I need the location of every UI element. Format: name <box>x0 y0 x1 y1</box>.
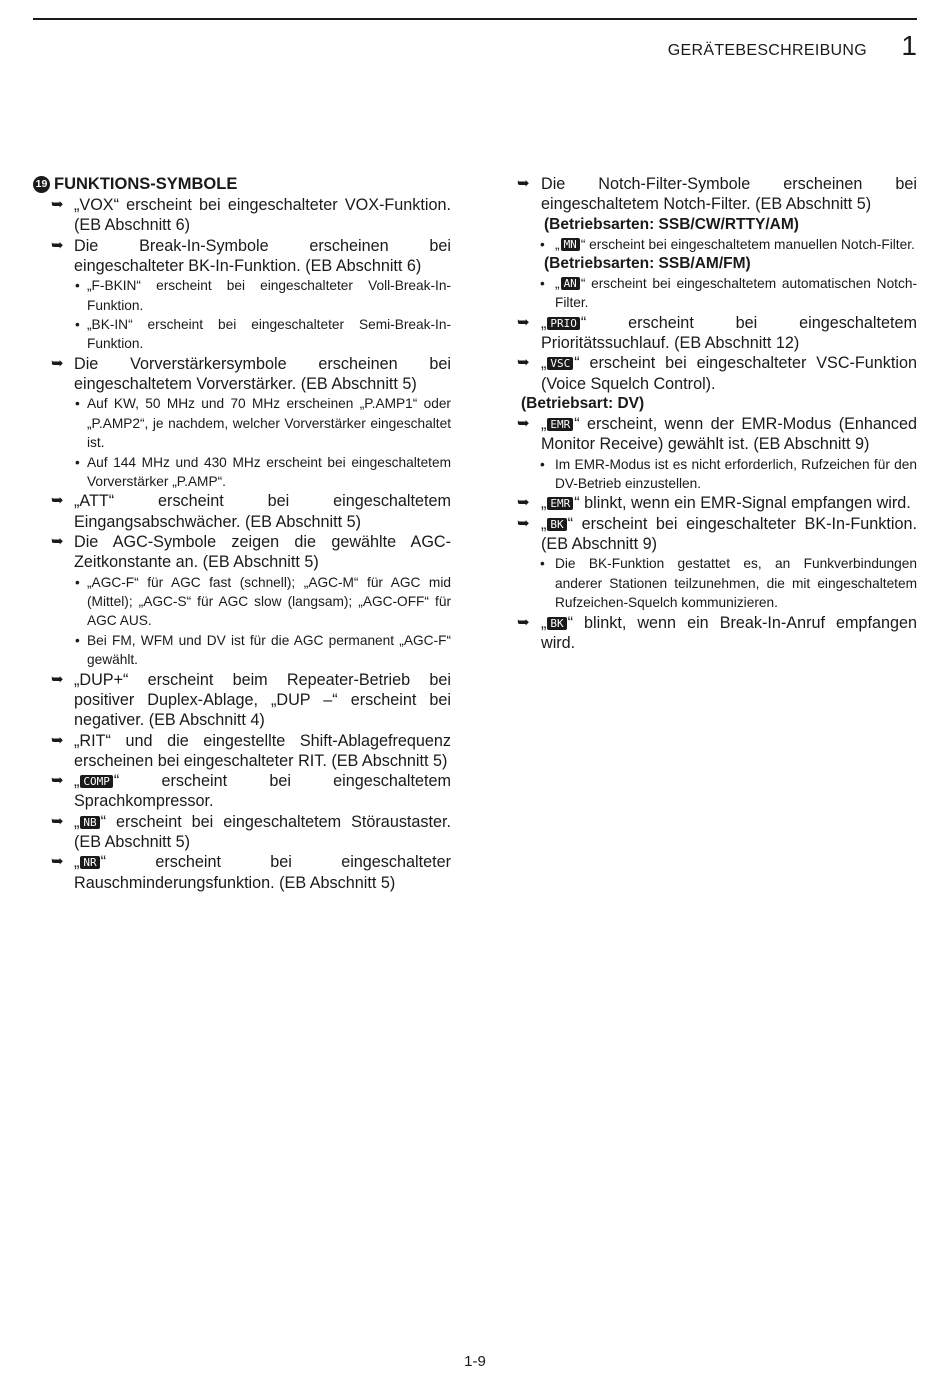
list-item: ➥ „ PRIO “ erscheint bei eingeschaltetem Prioritätssuchlauf. (EB Abschnitt 12) <box>517 313 917 353</box>
arrow-icon: ➥ <box>51 196 64 213</box>
arrow-icon: ➥ <box>517 175 530 192</box>
chapter-number: 1 <box>901 30 917 61</box>
bullet-item: • „ MN “ erscheint bei eingeschaltetem manuellen Notch-Filter. <box>517 235 917 254</box>
vsc-icon: VSC <box>547 357 573 370</box>
list-item: ➥ „ NB “ erscheint bei eingeschaltetem Störaustaster. (EB Abschnitt 5) <box>51 812 451 852</box>
bullet-icon: • <box>75 454 80 470</box>
bullet-item: • „BK-IN“ erscheint bei eingeschalteter Semi-Break-In-Funktion. <box>75 317 451 352</box>
mode-subheading: (Betriebsarten: SSB/CW/RTTY/AM) <box>544 215 799 233</box>
list-item: ➥ „ BK “ blinkt, wenn ein Break-In-Anruf empfangen wird. <box>517 613 917 652</box>
arrow-icon: ➥ <box>517 514 530 532</box>
mode-subheading: (Betriebsarten: SSB/AM/FM) <box>544 255 751 272</box>
bullet-icon: • <box>540 456 545 472</box>
an-icon: AN <box>561 277 580 290</box>
list-item: ➥ „ EMR “ erscheint, wenn der EMR-Modus (Enhanced Monitor Receive) gewählt ist. (EB Abschnitt 9) <box>517 415 917 454</box>
comp-icon: COMP <box>80 775 113 788</box>
arrow-icon: ➥ <box>51 772 64 790</box>
emr-icon: EMR <box>547 497 573 510</box>
bullet-item: • „AGC-F“ für AGC fast (schnell); „AGC-M“ für AGC mid (Mittel); „AGC-S“ für AGC slow (langsam); „AGC-OFF“ für AGC AUS. <box>75 574 451 629</box>
list-item: ➥ Die Break-In-Symbole erscheinen bei eingeschalteter BK-In-Funktion. (EB Abschnitt 6) <box>51 236 451 275</box>
list-item: ➥ „ BK “ erscheint bei eingeschalteter BK-In-Funktion. (EB Abschnitt 9) <box>517 514 917 553</box>
bullet-item: • Auf KW, 50 MHz und 70 MHz erscheinen „P.AMP1“ oder „P.AMP2“, je nachdem, welcher Vorverstärker eingeschaltet ist. <box>75 396 451 451</box>
prio-icon: PRIO <box>547 317 580 330</box>
bullet-icon: • <box>75 317 80 332</box>
arrow-icon: ➥ <box>51 492 64 510</box>
right-column <box>517 174 917 653</box>
bullet-icon: • <box>540 556 545 572</box>
bullet-item: • Die BK-Funktion gestattet es, an Funkverbindungen anderer Stationen teilzunehmen, die mit eingeschaltetem Rufzeichen-Squelch kommunizieren. <box>540 556 917 611</box>
mode-subheading: (Betriebsart: DV) <box>521 395 645 412</box>
page-number: 1-9 <box>464 1353 486 1370</box>
list-item: ➥ „RIT“ und die eingestellte Shift-Ablagefrequenz erscheinen bei eingeschalteter RIT. (EB Abschnitt 5) <box>51 731 451 770</box>
bk-icon: BK <box>547 617 566 630</box>
section-number-badge: 19 <box>33 176 50 193</box>
arrow-icon: ➥ <box>51 670 64 688</box>
chapter-title: GERÄTEBESCHREIBUNG <box>667 42 867 59</box>
emr-icon: EMR <box>547 418 573 431</box>
bullet-icon: • <box>540 276 545 291</box>
nb-icon: NB <box>80 816 99 829</box>
section-heading <box>33 174 451 194</box>
nr-icon: NR <box>80 856 99 869</box>
list-item: ➥ „ATT“ erscheint bei eingeschaltetem Eingangsabschwächer. (EB Abschnitt 5) <box>51 492 451 531</box>
list-item: ➥ „VOX“ erscheint bei eingeschalteter VOX-Funktion. (EB Abschnitt 6) <box>51 196 451 235</box>
list-item: ➥ „ VSC “ erscheint bei eingeschalteter VSC-Funktion (Voice Squelch Control). <box>517 354 917 393</box>
arrow-icon: ➥ <box>51 853 64 871</box>
bullet-item: • Bei FM, WFM und DV ist für die AGC permanent „AGC-F“ gewählt. <box>75 632 451 668</box>
arrow-icon: ➥ <box>51 533 64 551</box>
arrow-icon: ➥ <box>51 731 64 749</box>
arrow-icon: ➥ <box>51 354 64 372</box>
arrow-icon: ➥ <box>517 494 530 512</box>
arrow-icon: ➥ <box>517 313 530 331</box>
list-item: ➥ „DUP+“ erscheint beim Repeater-Betrieb bei positiver Duplex-Ablage, „DUP –“ erscheint bei negativer. (EB Abschnitt 4) <box>51 670 451 730</box>
list-item: ➥ Die Vorverstärkersymbole erscheinen bei eingeschaltetem Vorverstärker. (EB Abschnitt 5) <box>51 354 451 394</box>
header-rule <box>33 18 917 20</box>
list-item: ➥ Die AGC-Symbole zeigen die gewählte AGC-Zeitkonstante an. (EB Abschnitt 5) <box>51 533 451 572</box>
bullet-item: • Im EMR-Modus ist es nicht erforderlich, Rufzeichen für den DV-Betrieb einzustellen. <box>540 456 917 491</box>
bullet-icon: • <box>75 396 80 412</box>
arrow-icon: ➥ <box>51 236 64 254</box>
bullet-item: • „ AN “ erscheint bei eingeschaltetem automatischen Notch-Filter. <box>540 276 917 311</box>
list-item: ➥ Die Notch-Filter-Symbole erscheinen bei eingeschaltetem Notch-Filter. (EB Abschnitt 5) <box>517 175 917 214</box>
list-item: ➥ „ NR “ erscheint bei eingeschalteter Rauschminderungsfunktion. (EB Abschnitt 5) <box>51 853 451 892</box>
arrow-icon: ➥ <box>517 354 530 372</box>
arrow-icon: ➥ <box>51 812 64 830</box>
bullet-icon: • <box>75 574 80 590</box>
list-item: ➥ „ COMP “ erscheint bei eingeschaltetem Sprachkompressor. <box>51 772 451 811</box>
bullet-icon: • <box>540 236 545 252</box>
bullet-item: • Auf 144 MHz und 430 MHz erscheint bei eingeschaltetem Vorverstärker „P.AMP“. <box>75 454 451 490</box>
bk-icon: BK <box>547 518 566 531</box>
left-column <box>33 174 451 893</box>
section-title: FUNKTIONS-SYMBOLE <box>54 175 238 193</box>
arrow-icon: ➥ <box>517 613 530 631</box>
arrow-icon: ➥ <box>517 415 530 432</box>
bullet-item: • „F-BKIN“ erscheint bei eingeschalteter Voll-Break-In-Funktion. <box>75 278 451 313</box>
mn-icon: MN <box>561 238 580 251</box>
list-item: ➥ „ EMR “ blinkt, wenn ein EMR-Signal empfangen wird. <box>517 494 911 513</box>
bullet-icon: • <box>75 632 80 648</box>
bullet-icon: • <box>75 278 80 294</box>
